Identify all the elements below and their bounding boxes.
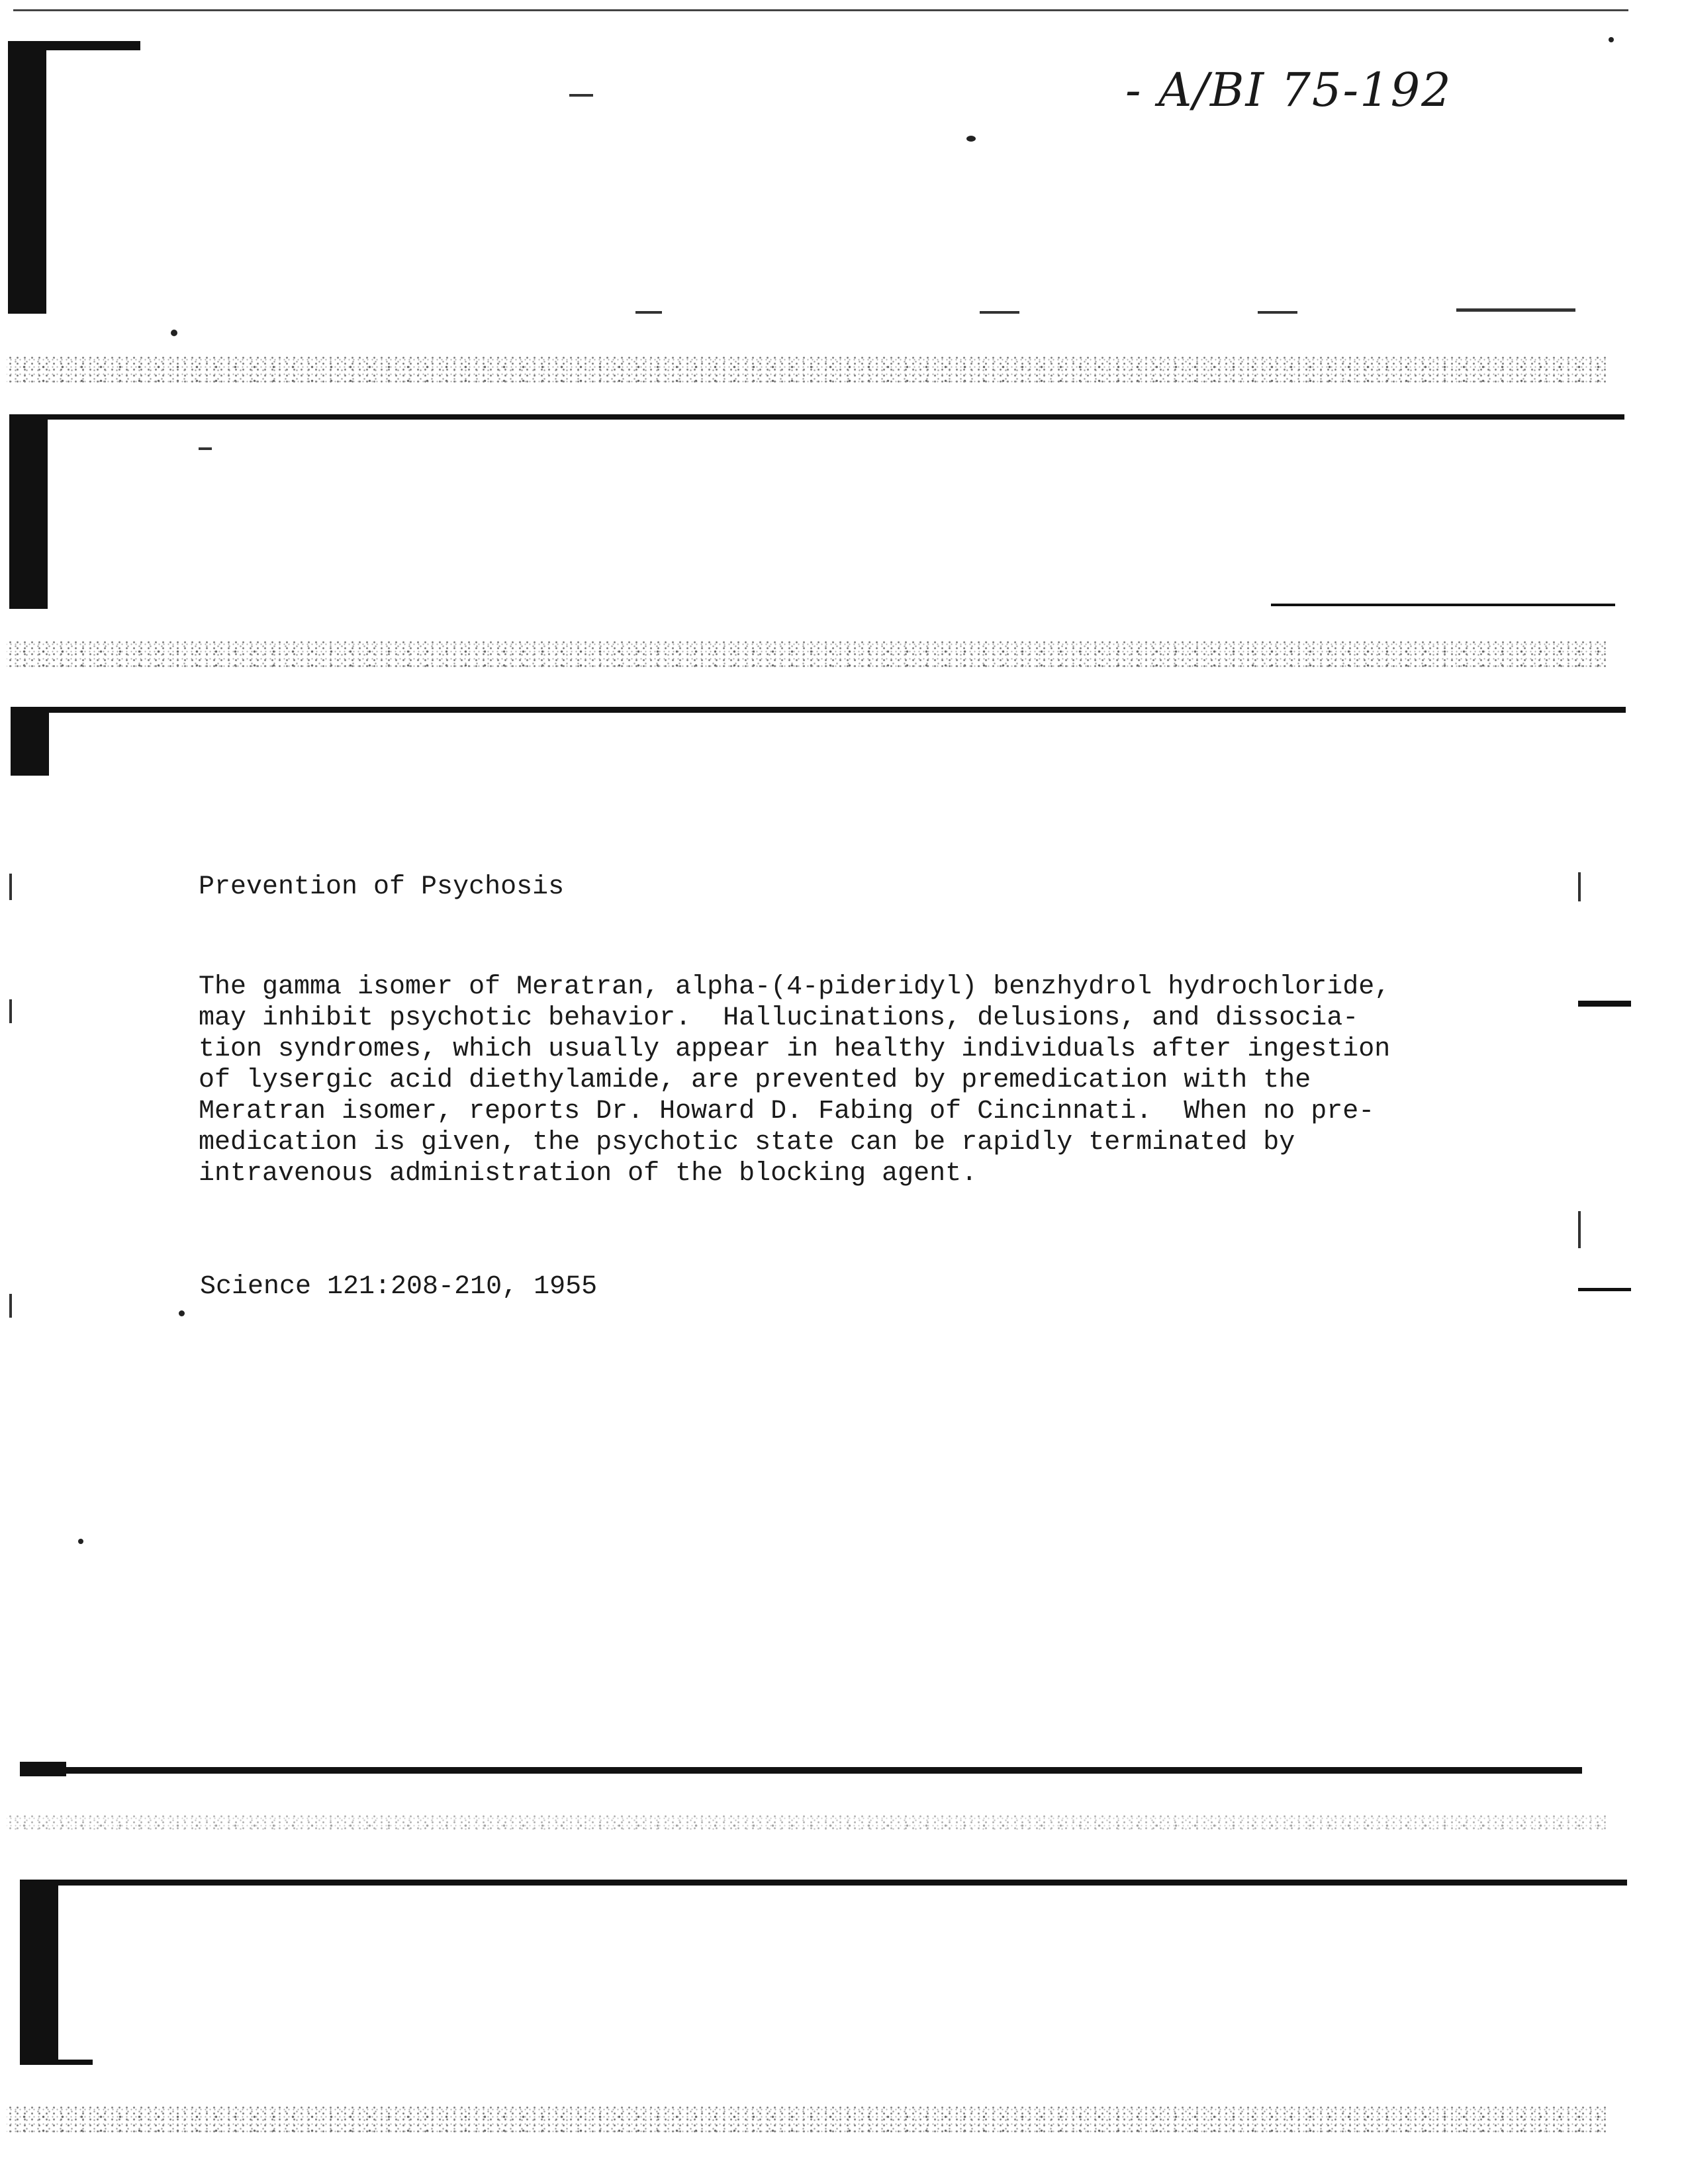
scan-speck [171, 330, 177, 336]
section-2-bottom-rule [1271, 604, 1615, 606]
top-rule [13, 9, 1628, 11]
section-3-bottom-bar [20, 1767, 1582, 1774]
body-line: medication is given, the psychotic state can be rapidly terminated by [199, 1128, 1295, 1158]
body-line: may inhibit psychotic behavior. Hallucinations, delusions, and dissocia- [199, 1003, 1359, 1033]
left-bracket-1 [8, 41, 46, 314]
scan-noise-band [7, 2105, 1609, 2134]
scan-mark [980, 311, 1019, 314]
body-line: intravenous administration of the blocking agent. [199, 1159, 978, 1189]
body-line: Meratran isomer, reports Dr. Howard D. Fabing of Cincinnati. When no pre- [199, 1097, 1375, 1126]
section-4-top-bar [20, 1880, 1627, 1886]
left-bracket-3 [11, 707, 49, 776]
scan-mark [569, 94, 593, 97]
right-margin-dash [1578, 1001, 1631, 1007]
section-3-bottom-stub [20, 1762, 66, 1776]
left-bracket-4 [20, 1880, 58, 2065]
scan-mark [1258, 311, 1297, 314]
margin-tick [9, 874, 12, 900]
left-bracket-2 [9, 414, 48, 609]
margin-tick [9, 999, 12, 1023]
scan-speck [179, 1310, 185, 1316]
article-body [199, 972, 1456, 1189]
section-2-top-bar [9, 414, 1624, 420]
margin-tick [1578, 872, 1581, 901]
scan-noise-band [7, 639, 1609, 668]
scan-mark [635, 311, 662, 314]
body-line: tion syndromes, which usually appear in healthy individuals after ingestion [199, 1034, 1391, 1064]
scan-noise-band [7, 1813, 1609, 1832]
body-line: The gamma isomer of Meratran, alpha-(4-pideridyl) benzhydrol hydrochloride, [199, 972, 1391, 1002]
body-line: of lysergic acid diethylamide, are prevented by premedication with the [199, 1066, 1311, 1095]
scan-noise-band [7, 355, 1609, 384]
right-margin-dash [1578, 1288, 1631, 1291]
bracket-1-top-stub [8, 41, 140, 50]
margin-tick [9, 1294, 12, 1318]
scan-speck [966, 136, 976, 142]
section-3-top-bar [11, 707, 1626, 713]
document-number-stamp: - A/BI 75-192 [1125, 63, 1452, 117]
bracket-4-bottom [20, 2060, 93, 2065]
scan-speck [78, 1539, 83, 1544]
article-title: Prevention of Psychosis [199, 872, 565, 902]
scan-speck [1609, 37, 1614, 42]
scan-mark [1456, 308, 1575, 312]
scan-mark [199, 447, 212, 450]
margin-tick [1578, 1211, 1581, 1248]
article-citation: Science 121:208-210, 1955 [200, 1272, 598, 1302]
